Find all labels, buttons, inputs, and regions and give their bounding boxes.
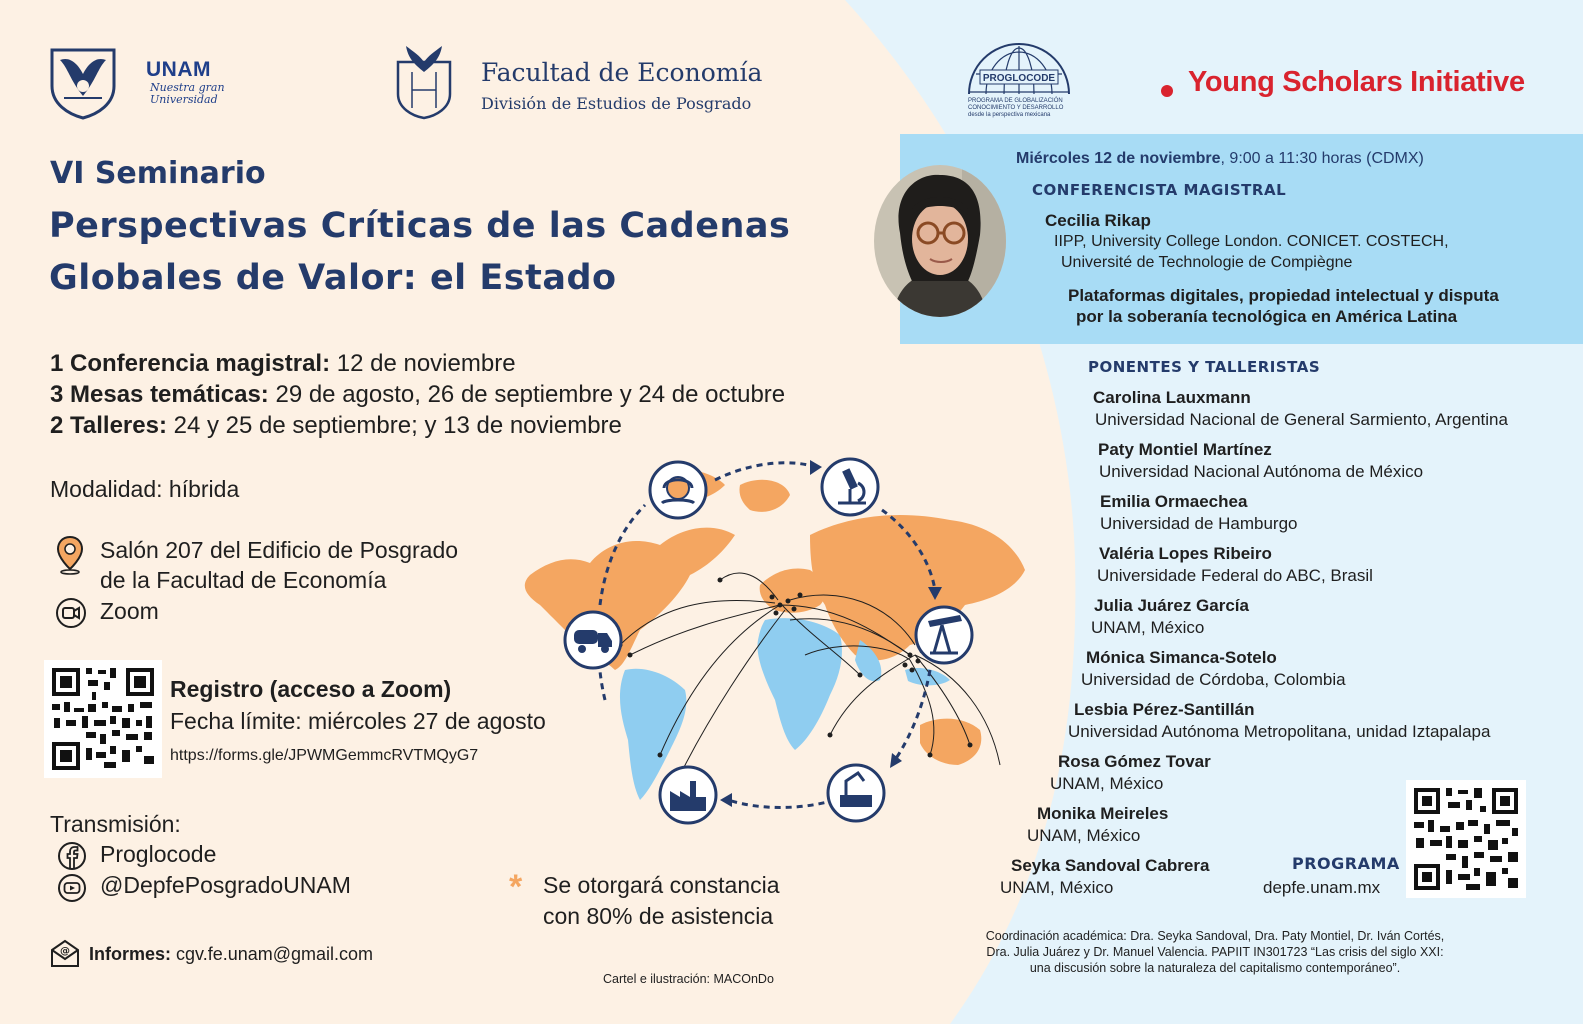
speaker-name: Mónica Simanca-Sotelo [1086, 648, 1277, 667]
youtube-handle[interactable]: @DepfePosgradoUNAM [100, 872, 351, 898]
speaker-affiliation: Universidad de Hamburgo [1100, 514, 1298, 533]
certificate-line-1: Se otorgará constancia [543, 872, 780, 898]
schedule-conference: 1 Conferencia magistral: 12 de noviembre [50, 350, 516, 377]
speaker-affiliation: UNAM, México [1050, 774, 1164, 793]
speaker-affiliation: Universidad Autónoma Metropolitana, unidad Iztapalapa [1068, 722, 1491, 741]
global-value-chain-map [510, 455, 1030, 835]
svg-text:@: @ [60, 946, 70, 957]
youtube-icon [57, 873, 87, 903]
keynote-affiliation-2: Université de Technologie de Compiègne [1061, 254, 1353, 271]
location-line-1: Salón 207 del Edificio de Posgrado [100, 537, 459, 563]
poster-credits: Cartel e ilustración: MACOnDo [603, 972, 774, 986]
keynote-talk-title-1: Plataformas digitales, propiedad intelectual y disputa [1068, 286, 1499, 305]
robot-arm-factory-icon [828, 765, 884, 821]
proglocode-caption-3: desde la perspectiva mexicana [968, 112, 1051, 118]
program-url[interactable]: depfe.unam.mx [1263, 878, 1381, 897]
speaker-name: Seyka Sandoval Cabrera [1011, 856, 1210, 875]
proglocode-caption-1: PROGRAMA DE GLOBALIZACIÓN [968, 98, 1063, 104]
speaker-name: Lesbia Pérez-Santillán [1074, 700, 1255, 719]
registration-qr-code[interactable] [44, 660, 162, 778]
keynote-section-title: CONFERENCISTA MAGISTRAL [1032, 181, 1287, 199]
ysi-dot-icon [1160, 84, 1174, 98]
keynote-affiliation-1: IIPP, University College London. CONICET. COSTECH, [1054, 233, 1449, 250]
speaker-affiliation: Universidad de Córdoba, Colombia [1081, 670, 1346, 689]
zoom-label: Zoom [100, 598, 159, 624]
truck-icon [565, 612, 621, 668]
speaker-name: Valéria Lopes Ribeiro [1099, 544, 1272, 563]
facebook-handle[interactable]: Proglocode [100, 841, 217, 867]
program-label: PROGRAMA [1292, 854, 1400, 873]
keynote-speaker-photo [872, 163, 1008, 319]
speaker-affiliation: Universidad Nacional de General Sarmiento, Argentina [1095, 410, 1508, 429]
microscope-icon [822, 459, 878, 515]
headset-support-icon [650, 462, 706, 518]
keynote-talk-title-2: por la soberanía tecnológica en América Latina [1076, 307, 1458, 326]
speaker-name: Monika Meireles [1037, 804, 1169, 823]
email-envelope-icon [49, 937, 81, 969]
speaker-name: Rosa Gómez Tovar [1058, 752, 1211, 771]
unam-shield-logo [48, 46, 118, 120]
schedule-workshops: 2 Talleres: 24 y 25 de septiembre; y 13 de noviembre [50, 412, 622, 439]
proglocode-globe-logo [966, 42, 1072, 98]
transmission-label: Transmisión: [50, 811, 181, 837]
faculty-name: Facultad de Economía [481, 58, 763, 87]
seminar-edition: VI Seminario [50, 156, 266, 191]
facebook-icon [57, 841, 87, 871]
program-qr-code[interactable] [1406, 780, 1526, 898]
unam-tagline: Nuestra gran Universidad [150, 81, 225, 106]
certificate-line-2: con 80% de asistencia [543, 903, 774, 929]
oil-pump-icon [916, 607, 972, 663]
coordination-credits: Coordinación académica: Dra. Seyka Sandoval, Dra. Paty Montiel, Dr. Iván Cortés, Dra. Julia Juárez y Dr. Manuel Valencia. PAPIIT IN301723 “Las crisis del siglo XXI: una discusión sobre la naturaleza del capitalismo contemporáneo”. [985, 929, 1445, 975]
proglocode-caption-2: CONOCIMIENTO Y DESARROLLO [968, 105, 1064, 111]
facultad-economia-shield-logo [392, 42, 456, 120]
location-line-2: de la Facultad de Economía [100, 567, 387, 593]
keynote-speaker-name: Cecilia Rikap [1045, 211, 1151, 230]
young-scholars-initiative-logo: Young Scholars Initiative [1188, 66, 1525, 98]
asterisk-icon: * [509, 868, 523, 906]
seminar-title-line-2: Globales de Valor: el Estado [49, 258, 617, 298]
faculty-division: División de Estudios de Posgrado [481, 94, 752, 113]
speakers-section-title: PONENTES Y TALLERISTAS [1088, 358, 1321, 376]
modality: Modalidad: híbrida [50, 476, 240, 502]
proglocode-name: PROGLOCODE [982, 73, 1056, 84]
keynote-date: Miércoles 12 de noviembre, 9:00 a 11:30 horas (CDMX) [1016, 150, 1424, 167]
speaker-affiliation: UNAM, México [1027, 826, 1141, 845]
contact-info: Informes: cgv.fe.unam@gmail.com [89, 944, 374, 964]
zoom-camera-icon [55, 597, 87, 629]
speaker-affiliation: UNAM, México [1091, 618, 1205, 637]
location-pin-icon [55, 535, 85, 575]
speaker-name: Julia Juárez García [1094, 596, 1249, 615]
factory-icon [660, 767, 716, 823]
speaker-name: Paty Montiel Martínez [1098, 440, 1272, 459]
speaker-affiliation: UNAM, México [1000, 878, 1114, 897]
speaker-affiliation: Universidad Nacional Autónoma de México [1099, 462, 1424, 481]
schedule-tables: 3 Mesas temáticas: 29 de agosto, 26 de septiembre y 24 de octubre [50, 381, 786, 408]
speaker-affiliation: Universidade Federal do ABC, Brasil [1097, 566, 1373, 585]
speaker-name: Carolina Lauxmann [1093, 388, 1251, 407]
registration-link[interactable]: https://forms.gle/JPWMGemmcRVTMQyG7 [170, 747, 479, 764]
registration-title: Registro (acceso a Zoom) [170, 676, 452, 702]
speaker-name: Emilia Ormaechea [1100, 492, 1248, 511]
unam-wordmark: UNAM [146, 58, 211, 81]
registration-deadline: Fecha límite: miércoles 27 de agosto [170, 708, 546, 734]
seminar-title-line-1: Perspectivas Críticas de las Cadenas [49, 206, 791, 246]
